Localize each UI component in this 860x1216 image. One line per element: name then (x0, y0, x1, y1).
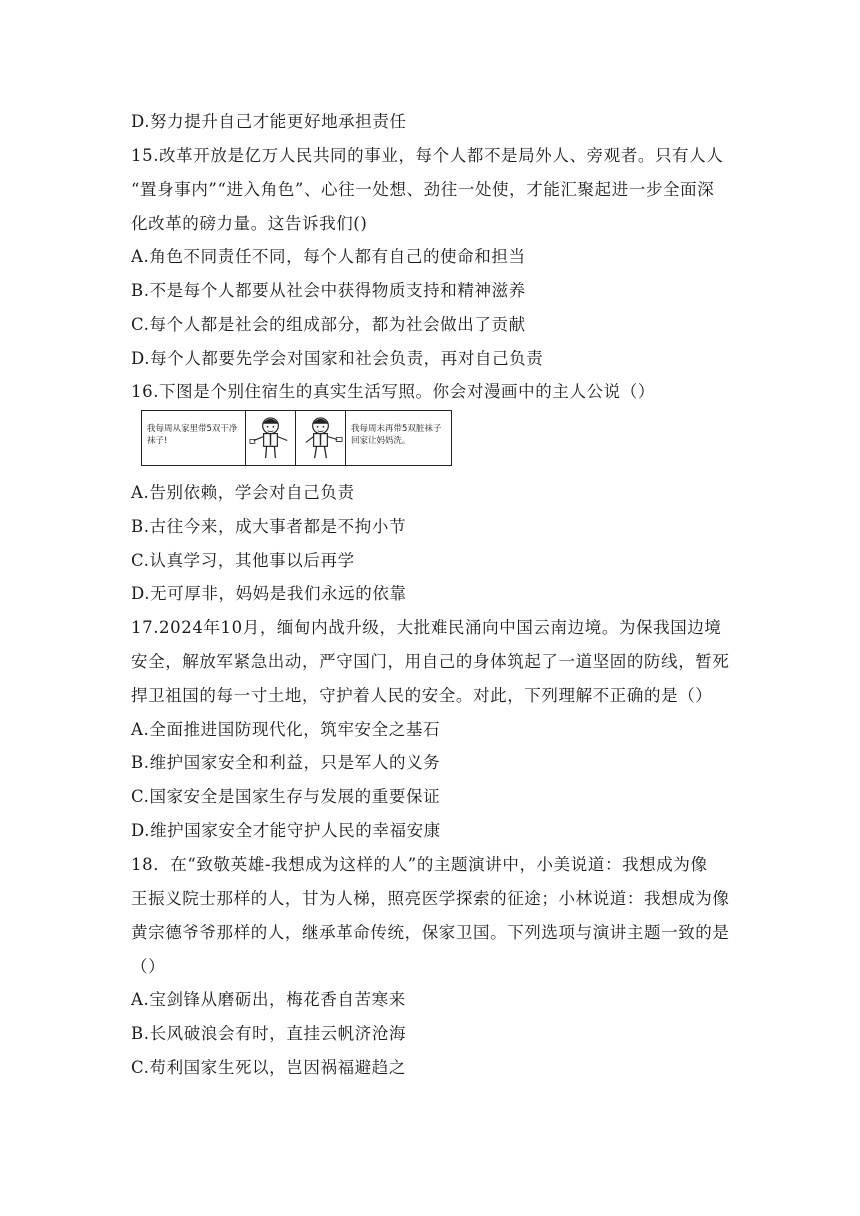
comic-panel-2 (246, 411, 296, 465)
student-figure-2 (296, 411, 345, 465)
q17-stem-line-2: 安全，解放军紧急出动，严守国门，用自己的身体筑起了一道坚固的防线，暂死 (131, 652, 730, 671)
q16-stem: 16.下图是个别住宿生的真实生活写照。你会对漫画中的主人公说（） (131, 382, 655, 401)
q18-stem-line-4: （） (131, 957, 166, 976)
q18-stem-line-1: 18．在“致敬英雄-我想成为这样的人”的主题演讲中，小美说道：我想成为像 (131, 855, 708, 874)
comic-panel-1 (142, 411, 246, 465)
q17-stem-line-3: 捍卫祖国的每一寸土地，守护着人民的安全。对此，下列理解不正确的是（） (131, 686, 713, 705)
q18-stem-line-2: 王振义院士那样的人，甘为人梯，照亮医学探索的征途；小林说道：我想成为像 (131, 889, 730, 908)
q15-stem-line-3: 化改革的磅力量。这告诉我们() (131, 214, 368, 233)
q16-option-d: D.无可厚非，妈妈是我们永远的依靠 (131, 584, 407, 603)
q17-option-b: B.维护国家安全和利益，只是军人的义务 (131, 753, 441, 772)
q16-option-a: A.告别依赖，学会对自己负责 (131, 483, 355, 502)
q16-option-b: B.古往今来，成大事者都是不拘小节 (131, 517, 407, 536)
q17-option-a: A.全面推进国防现代化，筑牢安全之基石 (131, 720, 441, 739)
q16-option-c: C.认真学习，其他事以后再学 (131, 551, 355, 570)
q17-option-d: D.维护国家安全才能守护人民的幸福安康 (131, 821, 441, 840)
q15-stem-line-1: 15.改革开放是亿万人民共同的事业，每个人都不是局外人、旁观者。只有人人 (131, 146, 724, 165)
comic-speech-2: 我每周末再带5双脏袜子回家让妈妈洗。 (351, 424, 442, 446)
q15-option-c: C.每个人都是社会的组成部分，都为社会做出了贡献 (131, 315, 526, 334)
q18-stem-line-3: 黄宗德爷爷那样的人，继承革命传统，保家卫国。下列选项与演讲主题一致的是 (131, 923, 730, 942)
comic-speech-1: 我每周从家里带5双干净袜子! (147, 424, 238, 446)
comic-strip (141, 410, 452, 466)
q18-option-a: A.宝剑锋从磨砺出，梅花香自苦寒来 (131, 990, 406, 1009)
q17-stem-line-1: 17.2024年10月，缅甸内战升级，大批难民涌向中国云南边境。为保我国边境 (131, 618, 722, 637)
q14-option-d: D.努力提升自己才能更好地承担责任 (131, 112, 407, 131)
student-figure-1 (246, 411, 295, 465)
q18-option-c: C.苟利国家生死以，岂因祸福避趋之 (131, 1058, 406, 1077)
q15-option-a: A.角色不同责任不同，每个人都有自己的使命和担当 (131, 247, 526, 266)
q17-option-c: C.国家安全是国家生存与发展的重要保证 (131, 787, 441, 806)
q15-stem-line-2: “置身事内”“进入角色”、心往一处想、劲往一处使，才能汇聚起进一步全面深 (131, 180, 715, 199)
comic-panel-4 (346, 411, 451, 465)
q15-option-d: D.每个人都要先学会对国家和社会负责，再对自己负责 (131, 349, 544, 368)
comic-panel-3 (296, 411, 346, 465)
q15-option-b: B.不是每个人都要从社会中获得物质支持和精神滋养 (131, 281, 526, 300)
q18-option-b: B.长风破浪会有时，直挂云帆济沧海 (131, 1024, 407, 1043)
